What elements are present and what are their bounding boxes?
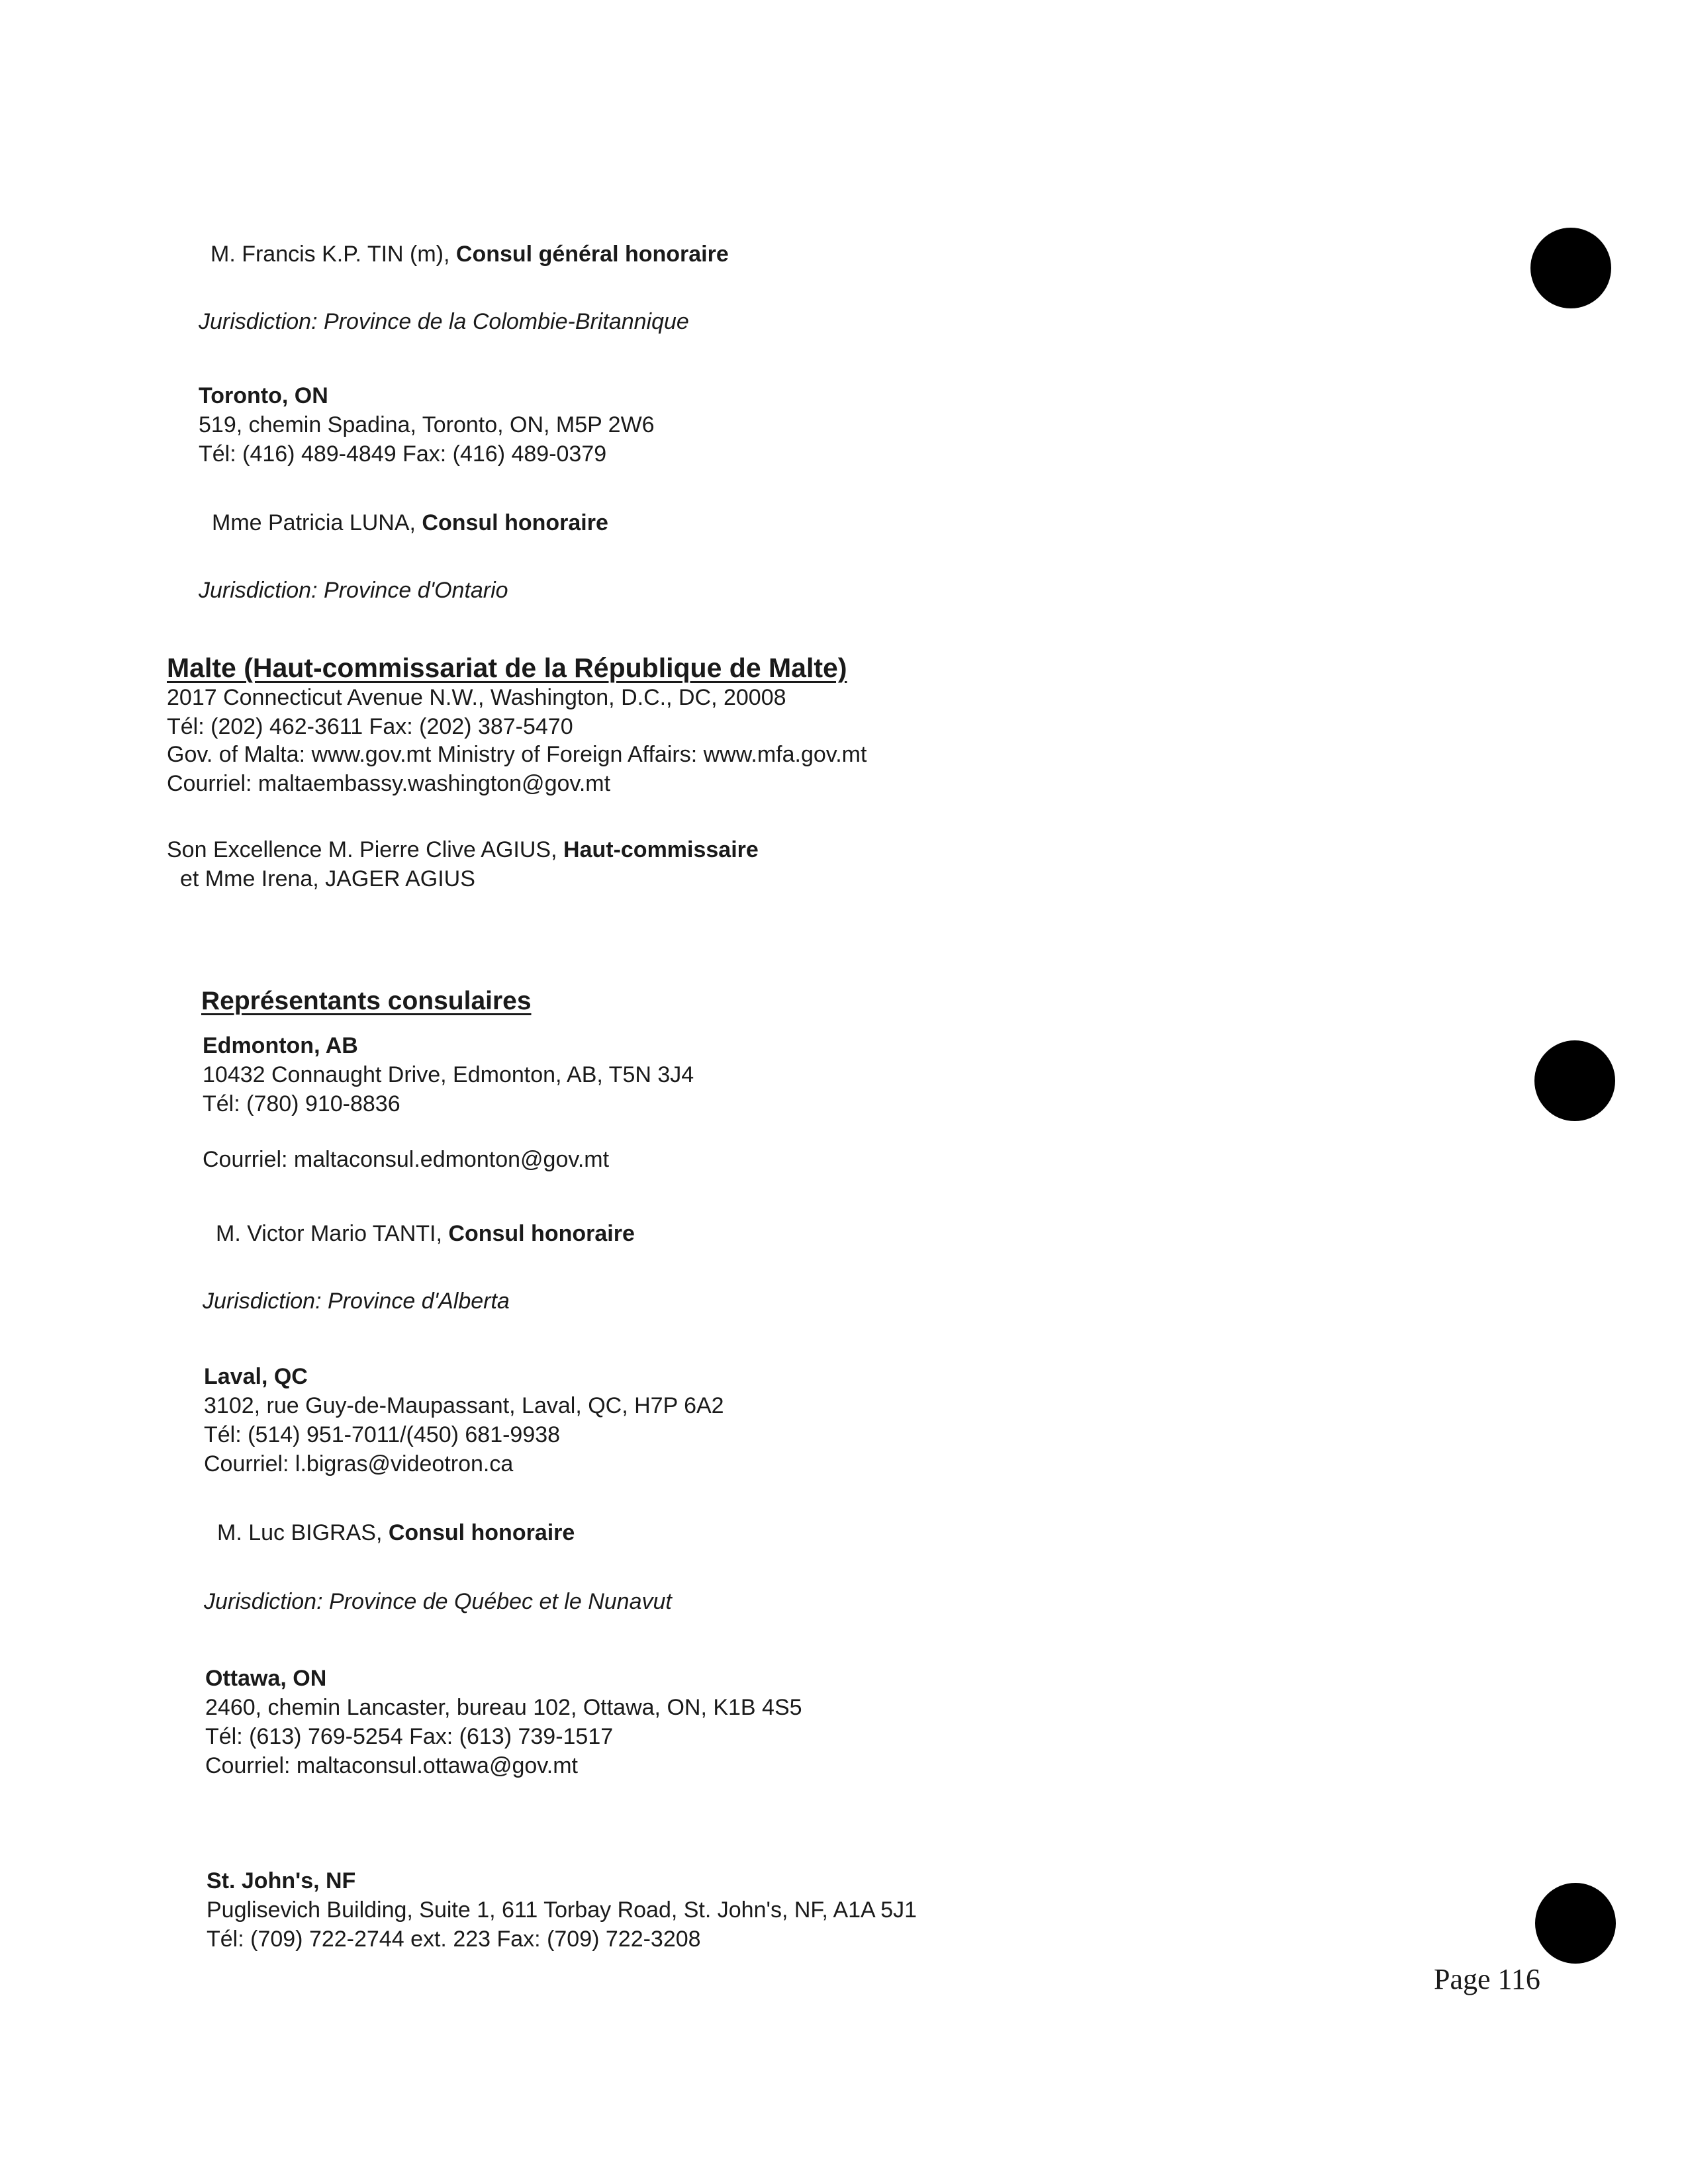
ottawa-phone: Tél: (613) 769-5254 Fax: (613) 739-1517 — [205, 1724, 614, 1749]
tin-jurisdiction-label: Jurisdiction: — [199, 309, 318, 334]
edmonton-person-line — [216, 1219, 635, 1248]
consular-heading: Représentants consulaires — [201, 987, 532, 1015]
edmonton-city: Edmonton, AB — [203, 1033, 358, 1058]
toronto-phone: Tél: (416) 489-4849 Fax: (416) 489-0379 — [199, 441, 607, 467]
tin-jurisdiction-value: Province de la Colombie-Britannique — [323, 309, 689, 334]
tin-name: M. Francis K.P. TIN (m), — [211, 242, 456, 267]
luna-title: Consul honoraire — [422, 510, 608, 535]
malta-websites: Gov. of Malta: www.gov.mt Ministry of Foreign Affairs: www.mfa.gov.mt — [167, 742, 867, 767]
luna-name: Mme Patricia LUNA, — [212, 510, 422, 535]
stjohns-city: St. John's, NF — [207, 1868, 356, 1893]
malta-ambassador-name: Son Excellence M. Pierre Clive AGIUS, — [167, 837, 564, 862]
edmonton-jurisdiction-label: Jurisdiction: — [203, 1289, 322, 1314]
stjohns-address: Puglisevich Building, Suite 1, 611 Torbay Road, St. John's, NF, A1A 5J1 — [207, 1897, 917, 1923]
edmonton-jurisdiction-value: Province d'Alberta — [327, 1289, 510, 1314]
ottawa-email: Courriel: maltaconsul.ottawa@gov.mt — [205, 1753, 578, 1778]
edmonton-address: 10432 Connaught Drive, Edmonton, AB, T5N 3J4 — [203, 1062, 694, 1087]
malta-phone: Tél: (202) 462-3611 Fax: (202) 387-5470 — [167, 714, 573, 739]
malta-ambassador-line — [167, 835, 759, 864]
stjohns-phone: Tél: (709) 722-2744 ext. 223 Fax: (709) 722-3208 — [207, 1927, 701, 1952]
laval-jurisdiction — [204, 1587, 672, 1616]
punch-hole-bottom — [1535, 1883, 1616, 1964]
edmonton-email: Courriel: maltaconsul.edmonton@gov.mt — [203, 1147, 610, 1172]
laval-email: Courriel: l.bigras@videotron.ca — [204, 1451, 514, 1477]
ottawa-city: Ottawa, ON — [205, 1666, 327, 1691]
tin-name-line — [211, 240, 729, 269]
tin-jurisdiction — [199, 307, 689, 336]
ottawa-address: 2460, chemin Lancaster, bureau 102, Ottawa, ON, K1B 4S5 — [205, 1695, 802, 1720]
edmonton-person-title: Consul honoraire — [448, 1221, 635, 1246]
toronto-city: Toronto, ON — [199, 383, 328, 408]
malta-heading: Malte (Haut-commissariat de la République de Malte) — [167, 653, 847, 683]
luna-jurisdiction-label: Jurisdiction: — [199, 578, 318, 603]
malta-ambassador-title: Haut-commissaire — [563, 837, 759, 862]
laval-address: 3102, rue Guy-de-Maupassant, Laval, QC, H7P 6A2 — [204, 1393, 724, 1418]
laval-jurisdiction-value: Province de Québec et le Nunavut — [328, 1589, 672, 1614]
laval-person-title: Consul honoraire — [388, 1520, 575, 1545]
edmonton-phone: Tél: (780) 910-8836 — [203, 1091, 400, 1116]
malta-spouse: et Mme Irena, JAGER AGIUS — [180, 866, 475, 891]
laval-person-line — [217, 1518, 575, 1547]
punch-hole-top — [1530, 228, 1611, 308]
laval-person-name: M. Luc BIGRAS, — [217, 1520, 389, 1545]
luna-name-line — [212, 508, 608, 537]
luna-jurisdiction-value: Province d'Ontario — [323, 578, 508, 603]
tin-title: Consul général honoraire — [455, 242, 729, 267]
laval-city: Laval, QC — [204, 1364, 308, 1389]
edmonton-jurisdiction — [203, 1287, 510, 1316]
edmonton-person-name: M. Victor Mario TANTI, — [216, 1221, 449, 1246]
luna-jurisdiction — [199, 576, 508, 605]
laval-phone: Tél: (514) 951-7011/(450) 681-9938 — [204, 1422, 561, 1447]
malta-address: 2017 Connecticut Avenue N.W., Washington, D.C., DC, 20008 — [167, 685, 786, 710]
laval-jurisdiction-label: Jurisdiction: — [204, 1589, 323, 1614]
punch-hole-middle — [1534, 1040, 1615, 1121]
toronto-address: 519, chemin Spadina, Toronto, ON, M5P 2W6 — [199, 412, 655, 437]
malta-email: Courriel: maltaembassy.washington@gov.mt — [167, 771, 611, 796]
page-number: Page 116 — [1434, 1963, 1540, 1995]
